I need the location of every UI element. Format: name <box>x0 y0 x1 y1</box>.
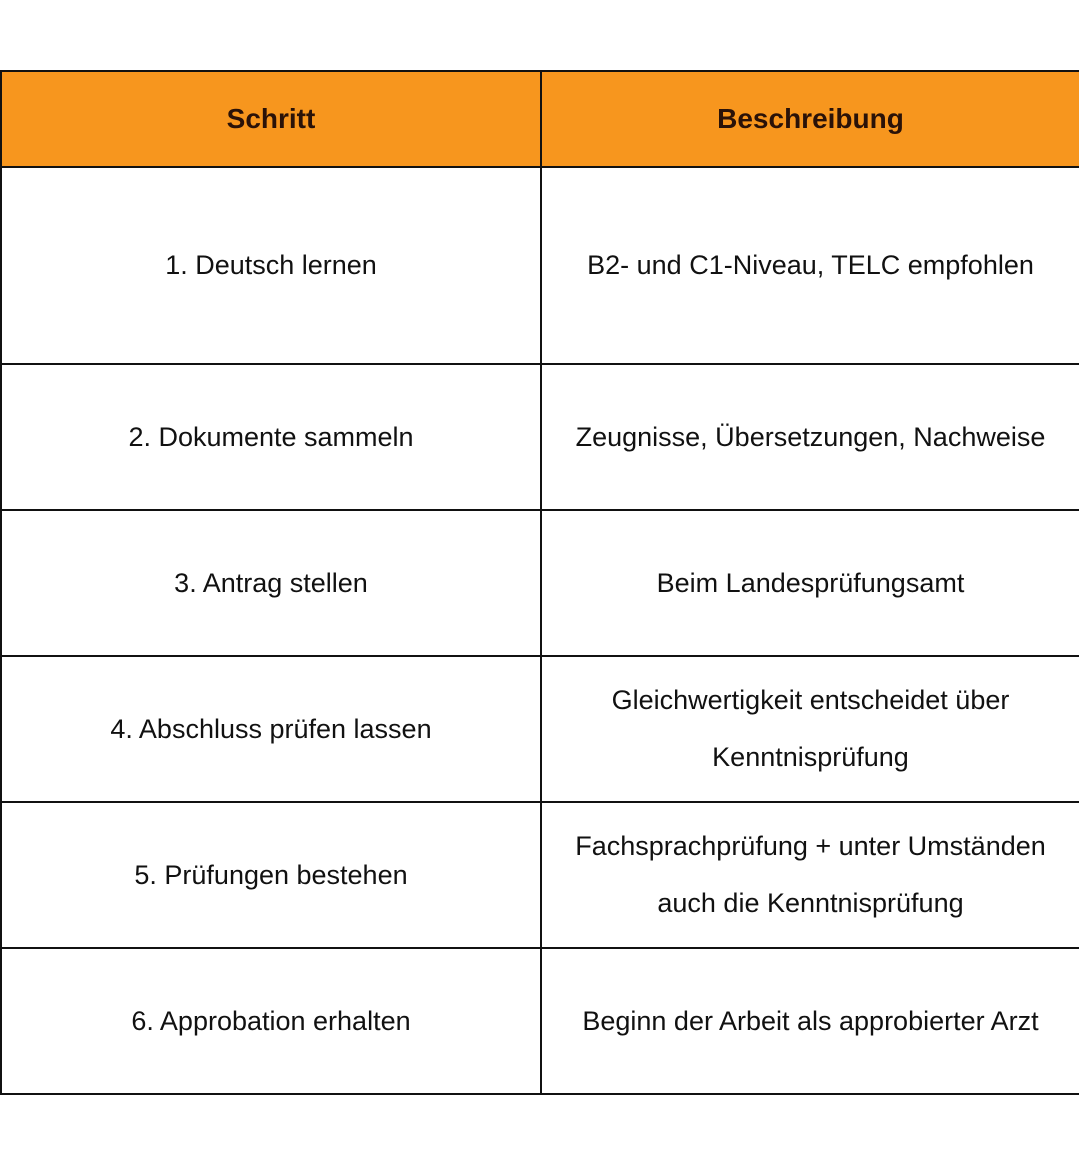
header-description: Beschreibung <box>541 71 1079 167</box>
description-cell: Beim Landesprüfungsamt <box>541 510 1079 656</box>
step-cell: 4. Abschluss prüfen lassen <box>1 656 541 802</box>
table-body <box>1 167 1079 1094</box>
step-cell: 6. Approbation erhalten <box>1 948 541 1094</box>
description-cell: Fachsprachprüfung + unter Umständen auch die Kenntnisprüfung <box>541 802 1079 948</box>
table-row <box>1 802 1079 948</box>
step-cell: 1. Deutsch lernen <box>1 167 541 364</box>
description-cell: B2- und C1-Niveau, TELC empfohlen <box>541 167 1079 364</box>
description-cell: Gleichwertigkeit entscheidet über Kenntnisprüfung <box>541 656 1079 802</box>
header-step: Schritt <box>1 71 541 167</box>
step-cell: 2. Dokumente sammeln <box>1 364 541 510</box>
table-header <box>1 71 1079 167</box>
table-row <box>1 948 1079 1094</box>
description-cell: Zeugnisse, Übersetzungen, Nachweise <box>541 364 1079 510</box>
table-row <box>1 167 1079 364</box>
table-row <box>1 510 1079 656</box>
steps-table-container <box>0 70 1079 1095</box>
step-cell: 5. Prüfungen bestehen <box>1 802 541 948</box>
step-cell: 3. Antrag stellen <box>1 510 541 656</box>
table-row <box>1 364 1079 510</box>
header-row <box>1 71 1079 167</box>
description-cell: Beginn der Arbeit als approbierter Arzt <box>541 948 1079 1094</box>
steps-table <box>0 70 1079 1095</box>
table-row <box>1 656 1079 802</box>
